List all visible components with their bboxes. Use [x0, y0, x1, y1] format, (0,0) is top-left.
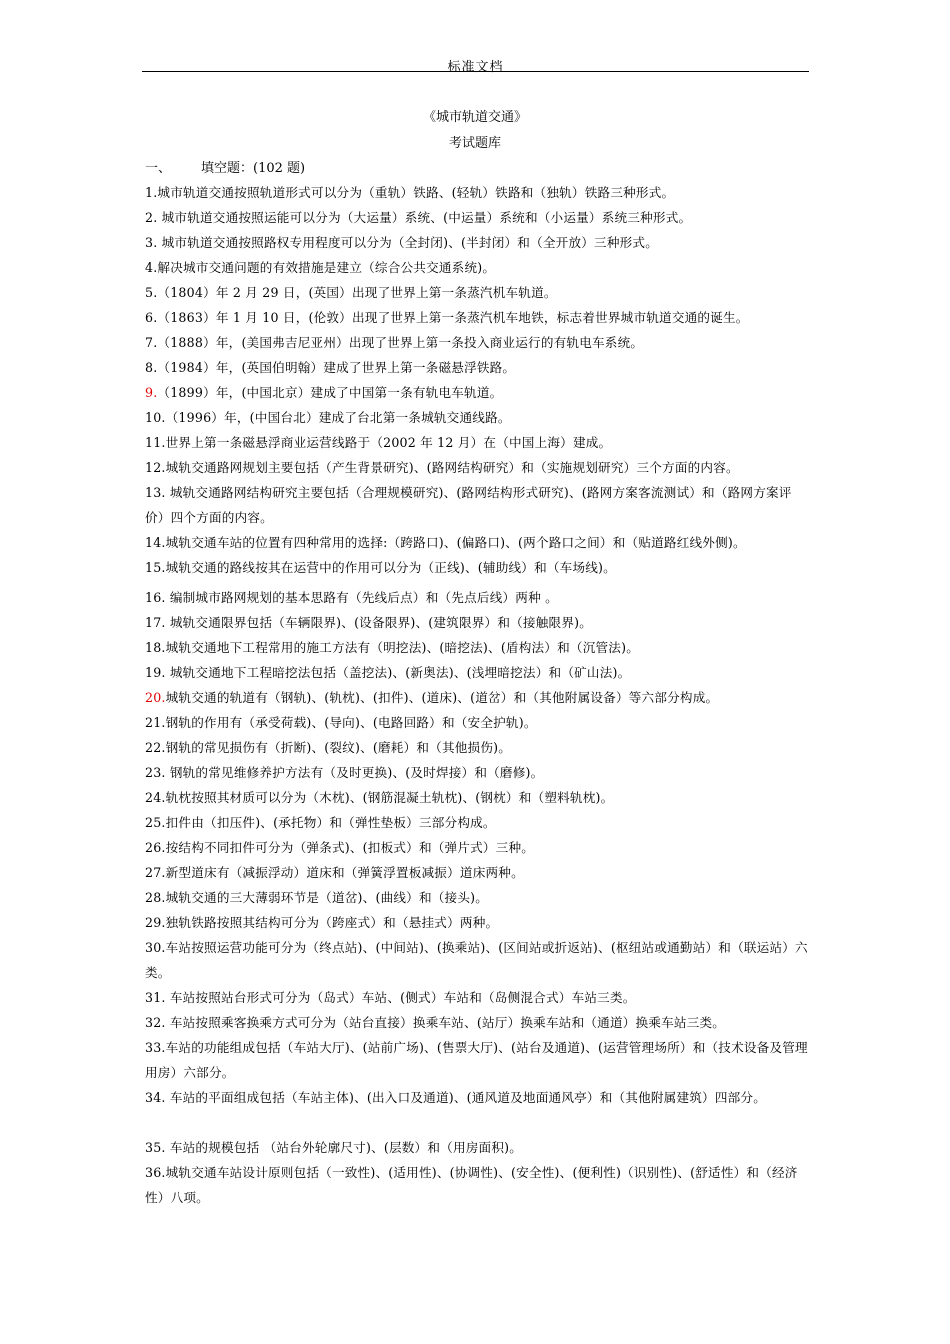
- question-item: [145, 860, 810, 885]
- question-item: [145, 910, 810, 935]
- question-number: 14.: [145, 535, 166, 550]
- question-number: 31.: [145, 990, 166, 1005]
- question-item: [145, 255, 810, 280]
- question-number: 29.: [145, 915, 166, 930]
- question-number: 5.: [145, 285, 158, 300]
- question-number: 3.: [145, 235, 158, 250]
- question-text: 新型道床有（减振浮动）道床和（弹簧浮置板减振）道床两种。: [165, 865, 524, 880]
- question-number: 28.: [145, 890, 166, 905]
- question-item: [145, 380, 810, 405]
- question-number: 8.: [145, 360, 158, 375]
- question-number: 7.: [145, 335, 158, 350]
- question-number: 13.: [145, 485, 166, 500]
- question-text: 城轨交通地下工程常用的施工方法有（明挖法)、(暗挖法)、(盾构法）和（沉管法)。: [165, 640, 639, 655]
- question-number: 16.: [145, 590, 166, 605]
- document-title: 《城市轨道交通》: [422, 110, 527, 125]
- question-number: 23.: [145, 765, 166, 780]
- question-number: 21.: [145, 715, 166, 730]
- question-number: 2.: [145, 210, 158, 225]
- question-item: [145, 835, 810, 860]
- question-text: 城轨交通车站设计原则包括（一致性)、(适用性)、(协调性)、(安全性)、(便利性)（识别性)、(舒适性）和（经济性）八项。: [145, 1165, 798, 1205]
- question-text: 解决城市交通问题的有效措施是建立（综合公共交通系统)。: [157, 260, 496, 275]
- question-number: 19.: [145, 665, 166, 680]
- question-number: 27.: [145, 865, 166, 880]
- question-item: [145, 305, 810, 330]
- question-text: 世界上第一条磁悬浮商业运营线路于（2002 年 12 月）在（中国上海）建成。: [165, 435, 612, 450]
- section-heading: [145, 157, 305, 176]
- question-number: 15.: [145, 560, 166, 575]
- question-number: 33.: [145, 1040, 166, 1055]
- question-text: 城市轨道交通按照轨道形式可以分为（重轨）铁路、(轻轨）铁路和（独轨）铁路三种形式。: [157, 185, 675, 200]
- question-text: 城市轨道交通按照运能可以分为（大运量）系统、(中运量）系统和（小运量）系统三种形式。: [157, 210, 692, 225]
- question-item: [145, 885, 810, 910]
- header-divider: [142, 71, 809, 72]
- question-number: 22.: [145, 740, 166, 755]
- question-text: 城轨交通的轨道有（钢轨)、(轨枕)、(扣件)、(道床)、(道岔）和（其他附属设备）等六部分构成。: [165, 690, 719, 705]
- question-text: 按结构不同扣件可分为（弹条式)、(扣板式）和（弹片式）三种。: [165, 840, 535, 855]
- question-item: [145, 1085, 810, 1110]
- question-item: [145, 480, 810, 530]
- question-text: 城轨交通车站的位置有四种常用的选择:（跨路口)、(偏路口)、(两个路口之间）和（贴道路红线外侧)。: [165, 535, 746, 550]
- question-item: [145, 455, 810, 480]
- question-text: 钢轨的常见维修养护方法有（及时更换)、(及时焊接）和（磨修)。: [165, 765, 544, 780]
- question-item: [145, 710, 810, 735]
- question-number: 26.: [145, 840, 166, 855]
- question-item: [145, 635, 810, 660]
- question-item: [145, 735, 810, 760]
- question-text: 钢轨的作用有（承受荷载)、(导向)、(电路回路）和（安全护轨)。: [165, 715, 537, 730]
- question-number: 11.: [145, 435, 166, 450]
- question-text: （1888）年，(美国弗吉尼亚州）出现了世界上第一条投入商业运行的有轨电车系统。: [157, 335, 644, 350]
- question-number: 12.: [145, 460, 166, 475]
- question-item: [145, 205, 810, 230]
- question-text: （1863）年 1 月 10 日，(伦敦）出现了世界上第一条蒸汽机车地铁，标志着世界城市轨道交通的诞生。: [157, 310, 749, 325]
- question-text: 城轨交通路网规划主要包括（产生背景研究)、(路网结构研究）和（实施规划研究）三个方面的内容。: [165, 460, 739, 475]
- question-number: 17.: [145, 615, 166, 630]
- question-text: 车站的规模包括 （站台外轮廓尺寸)、(层数）和（用房面积)。: [165, 1140, 523, 1155]
- question-item: [145, 555, 810, 580]
- question-item: [145, 785, 810, 810]
- question-number: 10.: [145, 410, 166, 425]
- section-number: 一、: [145, 161, 172, 176]
- question-item: [145, 530, 810, 555]
- question-text: 车站按照运营功能可分为（终点站)、(中间站)、(换乘站)、(区间站或折返站)、(枢纽站或通勤站）和（联运站）六类。: [145, 940, 808, 980]
- question-text: 城轨交通的三大薄弱环节是（道岔)、(曲线）和（接头)。: [165, 890, 489, 905]
- question-number: 9.: [145, 385, 158, 400]
- question-item: [145, 180, 810, 205]
- question-item: [145, 685, 810, 710]
- question-item: [145, 430, 810, 455]
- question-number: 4.: [145, 260, 158, 275]
- question-number: 6.: [145, 310, 158, 325]
- question-text: （1996）年，(中国台北）建成了台北第一条城轨交通线路。: [165, 410, 511, 425]
- question-item: [145, 280, 810, 305]
- question-number: 24.: [145, 790, 166, 805]
- question-item: [145, 1160, 810, 1210]
- question-text: 城轨交通限界包括（车辆限界)、(设备限界)、(建筑限界）和（接触限界)。: [165, 615, 593, 630]
- question-item: [145, 610, 810, 635]
- question-item: [145, 355, 810, 380]
- question-text: 城轨交通的路线按其在运营中的作用可以分为（正线)、(辅助线）和（车场线)。: [165, 560, 616, 575]
- question-text: 车站的功能组成包括（车站大厅)、(站前广场)、(售票大厅)、(站台及通道)、(运营管理场所）和（技术设备及管理用房）六部分。: [145, 1040, 808, 1080]
- question-text: 车站按照站台形式可分为（岛式）车站、(侧式）车站和（岛侧混合式）车站三类。: [165, 990, 636, 1005]
- question-item: [145, 405, 810, 430]
- question-item: [145, 1135, 810, 1160]
- question-number: 34.: [145, 1090, 166, 1105]
- question-number: 30.: [145, 940, 166, 955]
- question-text: （1804）年 2 月 29 日，(英国）出现了世界上第一条蒸汽机车轨道。: [157, 285, 557, 300]
- question-number: 32.: [145, 1015, 166, 1030]
- question-number: 20.: [145, 690, 166, 705]
- section-label: 填空题：(102 题): [201, 161, 306, 176]
- question-text: 编制城市路网规划的基本思路有（先线后点）和（先点后线）两种 。: [165, 590, 558, 605]
- document-subtitle: 考试题库: [448, 136, 501, 151]
- question-number: 18.: [145, 640, 166, 655]
- question-item: [145, 1010, 810, 1035]
- page-header: 标准文档: [447, 60, 504, 75]
- question-text: 城轨交通地下工程暗挖法包括（盖挖法)、(新奥法)、(浅埋暗挖法）和（矿山法)。: [165, 665, 631, 680]
- question-number: 36.: [145, 1165, 166, 1180]
- question-number: 1.: [145, 185, 158, 200]
- question-number: 35.: [145, 1140, 166, 1155]
- question-text: （1984）年，(英国伯明翰）建成了世界上第一条磁悬浮铁路。: [157, 360, 516, 375]
- question-item: [145, 330, 810, 355]
- question-text: （1899）年，(中国北京）建成了中国第一条有轨电车轨道。: [157, 385, 503, 400]
- question-item: [145, 985, 810, 1010]
- question-item: [145, 230, 810, 255]
- question-text: 车站按照乘客换乘方式可分为（站台直接）换乘车站、(站厅）换乘车站和（通道）换乘车站三类。: [165, 1015, 726, 1030]
- question-text: 城市轨道交通按照路权专用程度可以分为（全封闭)、(半封闭）和（全开放）三种形式。: [157, 235, 659, 250]
- question-text: 钢轨的常见损伤有（折断)、(裂纹)、(磨耗）和（其他损伤)。: [165, 740, 512, 755]
- question-text: 车站的平面组成包括（车站主体)、(出入口及通道)、(通风道及地面通风亭）和（其他附属建筑）四部分。: [165, 1090, 767, 1105]
- question-item: [145, 935, 810, 985]
- question-item: [145, 660, 810, 685]
- question-item: [145, 1035, 810, 1085]
- question-item: [145, 810, 810, 835]
- question-item: [145, 760, 810, 785]
- question-text: 扣件由（扣压件)、(承托物）和（弹性垫板）三部分构成。: [165, 815, 496, 830]
- question-text: 独轨铁路按照其结构可分为（跨座式）和（悬挂式）两种。: [165, 915, 499, 930]
- question-item: [145, 585, 810, 610]
- question-number: 25.: [145, 815, 166, 830]
- question-text: 轨枕按照其材质可以分为（木枕)、(钢筋混凝土轨枕)、(钢枕）和（塑料轨枕)。: [165, 790, 614, 805]
- question-text: 城轨交通路网结构研究主要包括（合理规模研究)、(路网结构形式研究)、(路网方案客流测试）和（路网方案评价）四个方面的内容。: [145, 485, 792, 525]
